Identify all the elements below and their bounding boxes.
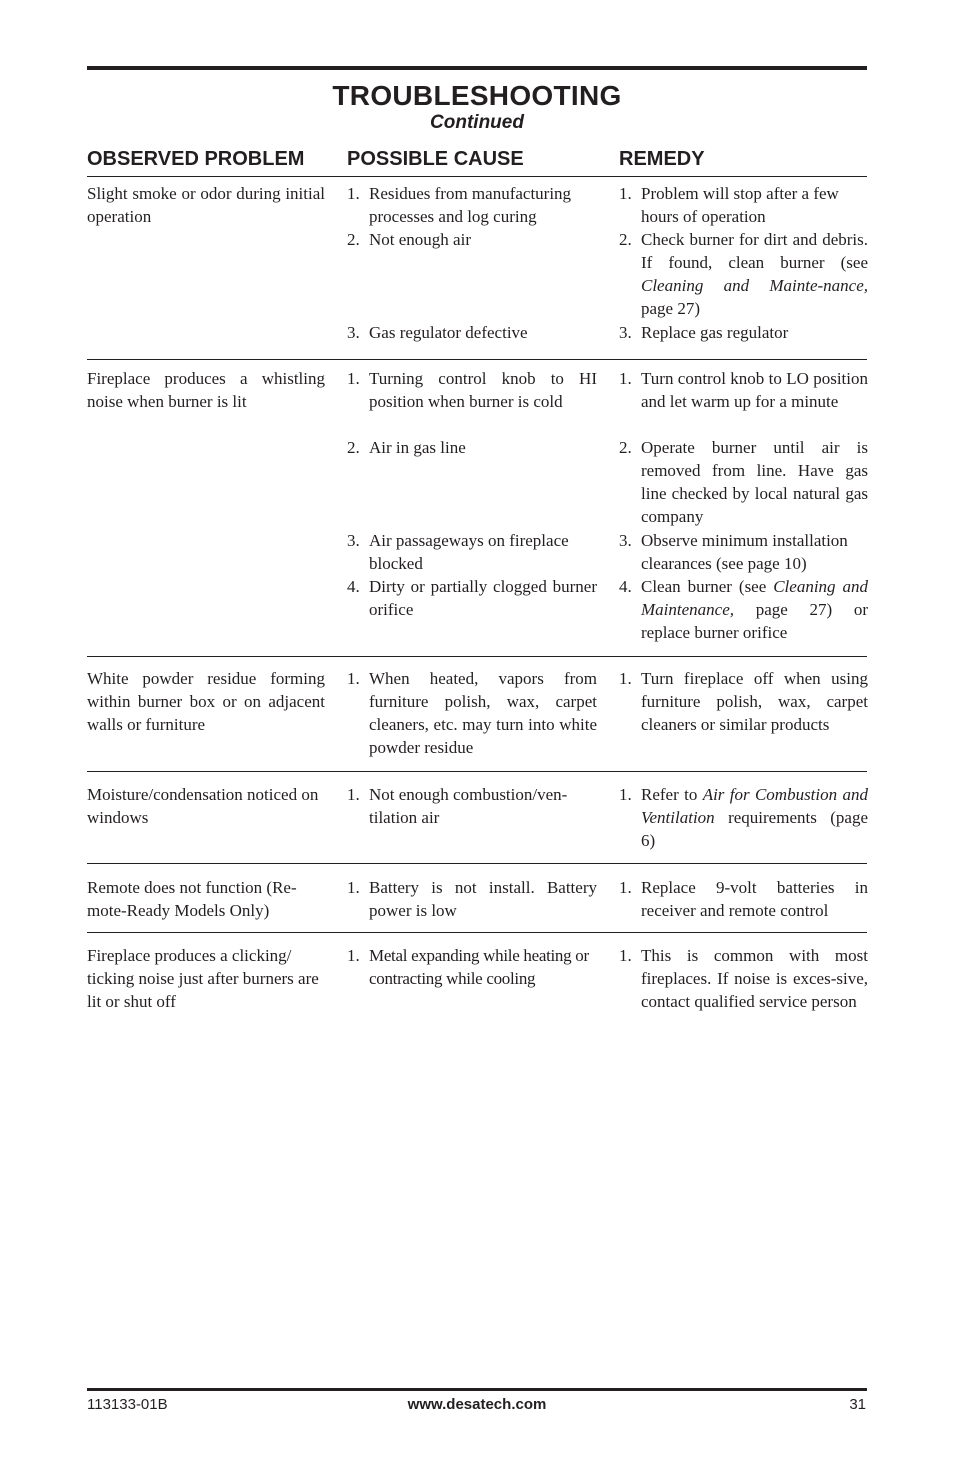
problem-text: Slight smoke or odor during initial operation <box>87 184 325 226</box>
remedy-text: Refer to Air for Combustion and Ventilation requirements (page 6) <box>641 785 868 850</box>
remedy-text: Clean burner (see Cleaning and Maintenance, page 27) or replace burner orifice <box>641 577 868 642</box>
cause-number: 1. <box>347 785 360 804</box>
cause-text: Turning control knob to HI position when burner is cold <box>369 369 597 411</box>
top-rule <box>87 66 867 70</box>
document-number: 113133-01B <box>87 1396 168 1413</box>
column-header-problem: OBSERVED PROBLEM <box>87 148 305 170</box>
cause-text: Gas regulator defective <box>369 323 528 342</box>
row-divider <box>87 656 867 657</box>
remedy-number: 1. <box>619 946 632 965</box>
remedy-number: 1. <box>619 369 632 388</box>
remedy-text: Turn control knob to LO position and let warm up for a minute <box>641 369 868 411</box>
problem-text: Moisture/condensation noticed on windows <box>87 785 319 827</box>
problem-text: Remote does not function (Re-mote-Ready Models Only) <box>87 878 297 920</box>
remedy-number: 1. <box>619 785 632 804</box>
remedy-text: Replace gas regulator <box>641 323 789 342</box>
remedy-text: Operate burner until air is removed from line. Have gas line checked by local natural gas company <box>641 438 868 526</box>
remedy-text: Replace 9-volt batteries in receiver and remote control <box>641 878 868 920</box>
row-divider <box>87 932 867 933</box>
remedy-number: 4. <box>619 577 632 596</box>
page-number: 31 <box>849 1396 866 1413</box>
cause-text: Battery is not install. Battery power is low <box>369 878 597 920</box>
cause-number: 1. <box>347 669 360 688</box>
column-header-cause: POSSIBLE CAUSE <box>347 148 524 170</box>
cause-text: Air in gas line <box>369 438 466 457</box>
cause-number: 2. <box>347 438 360 457</box>
cause-number: 1. <box>347 184 360 203</box>
cause-text: Not enough air <box>369 230 471 249</box>
cause-text: When heated, vapors from furniture polish, wax, carpet cleaners, etc. may turn into white powder residue <box>369 669 597 757</box>
cause-number: 2. <box>347 230 360 249</box>
cause-number: 1. <box>347 946 360 965</box>
row-divider <box>87 359 867 360</box>
column-header-remedy: REMEDY <box>619 148 705 170</box>
row-divider <box>87 771 867 772</box>
remedy-text: Problem will stop after a few hours of operation <box>641 184 839 226</box>
remedy-text: This is common with most fireplaces. If noise is exces-sive, contact qualified service person <box>641 946 868 1011</box>
remedy-number: 2. <box>619 230 632 249</box>
cause-text: Residues from manufacturing processes and log curing <box>369 184 572 226</box>
remedy-number: 2. <box>619 438 632 457</box>
website-link[interactable]: www.desatech.com <box>407 1396 547 1413</box>
remedy-text: Check burner for dirt and debris. If found, clean burner (see Cleaning and Mainte-nance, page 27) <box>641 230 868 318</box>
cause-text: Metal expanding while heating or contracting while cooling <box>369 946 589 988</box>
remedy-number: 3. <box>619 323 632 342</box>
cause-number: 1. <box>347 369 360 388</box>
problem-text: Fireplace produces a whistling noise when burner is lit <box>87 369 325 411</box>
page-subtitle: Continued <box>430 112 524 133</box>
row-divider <box>87 863 867 864</box>
cause-number: 3. <box>347 531 360 550</box>
cause-number: 3. <box>347 323 360 342</box>
problem-text: Fireplace produces a clicking/ ticking noise just after burners are lit or shut off <box>87 946 319 1011</box>
cause-number: 4. <box>347 577 360 596</box>
remedy-number: 1. <box>619 878 632 897</box>
remedy-text: Turn fireplace off when using furniture polish, wax, carpet cleaners or similar products <box>641 669 868 734</box>
remedy-number: 1. <box>619 184 632 203</box>
remedy-number: 1. <box>619 669 632 688</box>
bottom-rule <box>87 1388 867 1391</box>
cause-text: Dirty or partially clogged burner orifice <box>369 577 597 619</box>
header-rule <box>87 176 867 177</box>
problem-text: White powder residue forming within burner box or on adjacent walls or furniture <box>87 669 325 734</box>
page-title: TROUBLESHOOTING <box>332 80 622 111</box>
cause-text: Not enough combustion/ven-tilation air <box>369 785 568 827</box>
cause-text: Air passageways on fireplace blocked <box>369 531 569 573</box>
cause-number: 1. <box>347 878 360 897</box>
remedy-text: Observe minimum installation clearances (see page 10) <box>641 531 848 573</box>
remedy-number: 3. <box>619 531 632 550</box>
